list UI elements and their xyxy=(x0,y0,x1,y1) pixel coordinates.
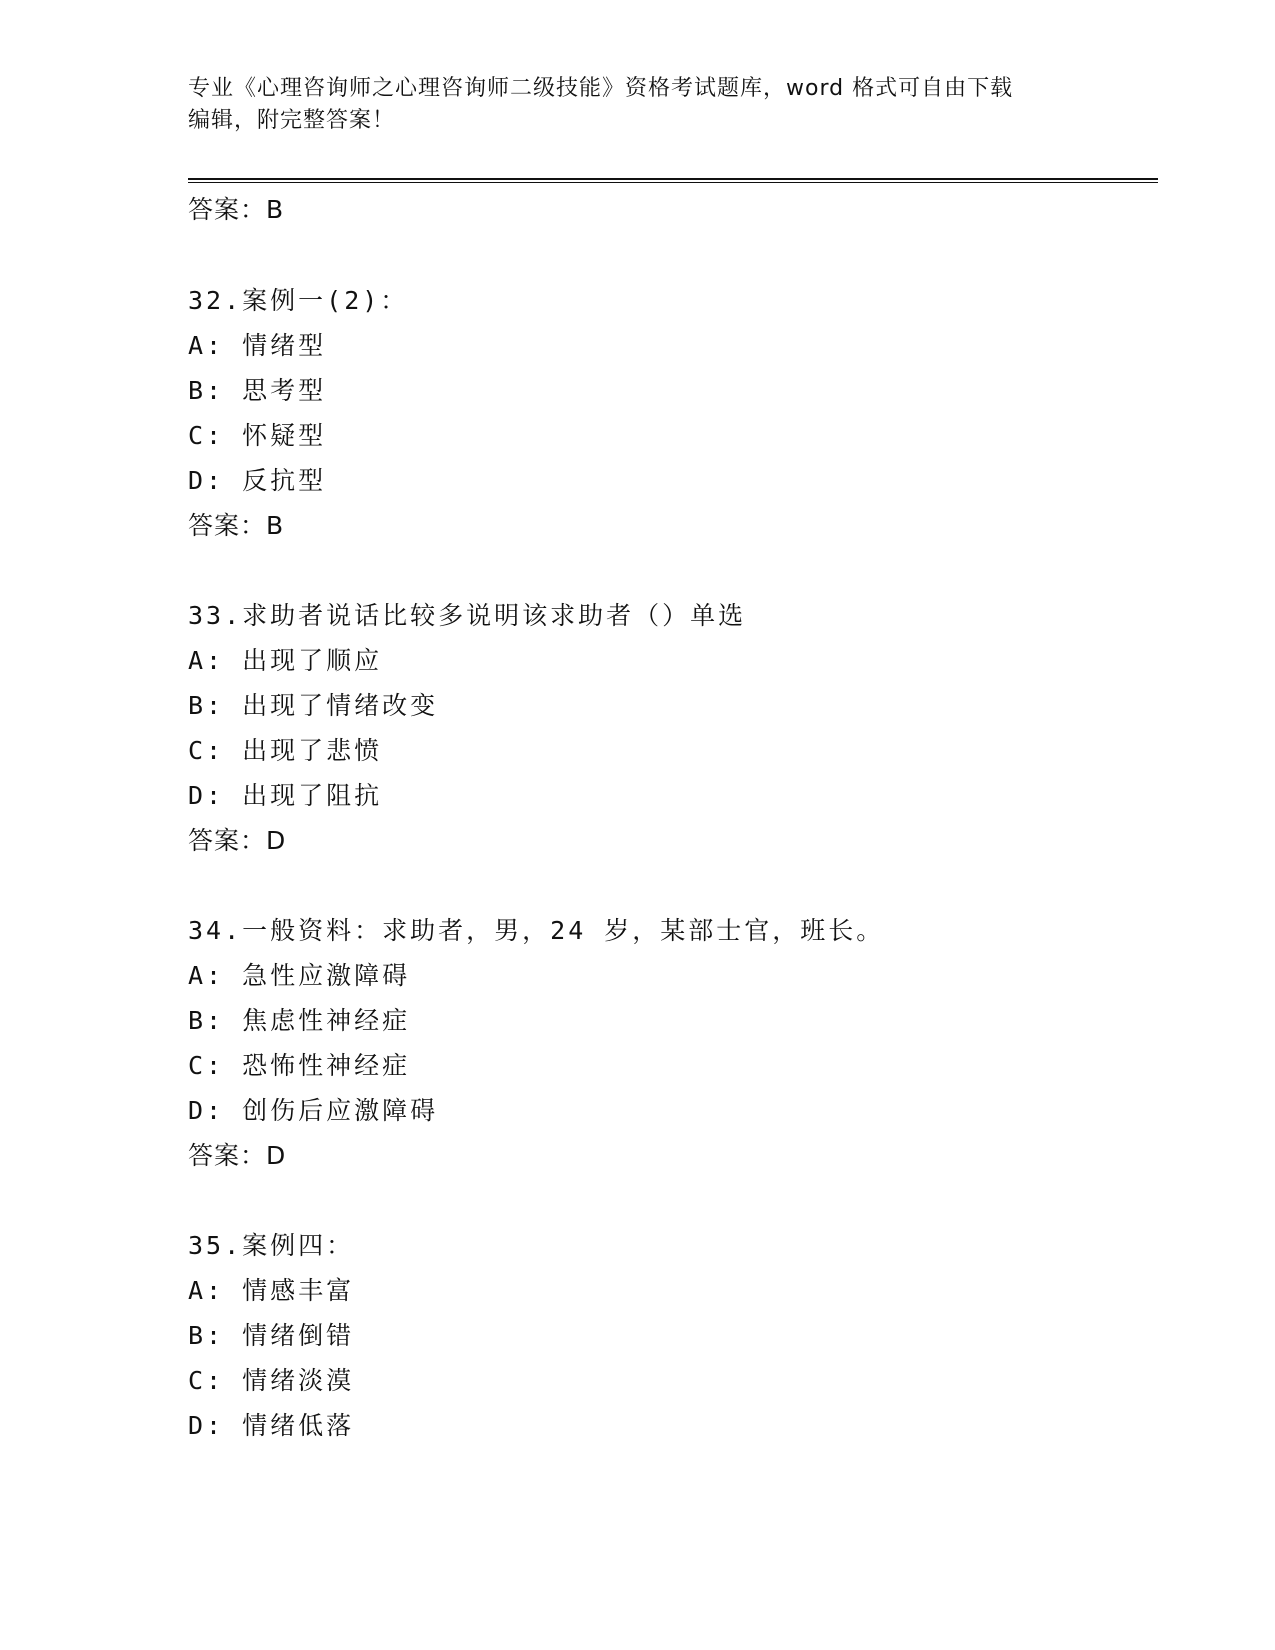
question-title-35: 35.案例四： xyxy=(188,1231,355,1260)
option-d-35: D: 情绪低落 xyxy=(188,1411,355,1440)
option-a-34: A: 急性应激障碍 xyxy=(188,961,411,990)
option-b-32: B: 思考型 xyxy=(188,376,327,405)
header-divider xyxy=(188,178,1158,183)
option-c-34: C: 恐怖性神经症 xyxy=(188,1051,411,1080)
option-d-33: D: 出现了阻抗 xyxy=(188,781,383,810)
header-line-1: 专业《心理咨询师之心理咨询师二级技能》资格考试题库，word 格式可自由下载 xyxy=(188,76,1014,101)
header-line-2: 编辑，附完整答案！ xyxy=(188,108,396,133)
answer-33: 答案：D xyxy=(188,826,287,855)
answer-32: 答案：B xyxy=(188,511,285,540)
option-a-33: A: 出现了顺应 xyxy=(188,646,383,675)
option-d-32: D: 反抗型 xyxy=(188,466,327,495)
option-a-35: A: 情感丰富 xyxy=(188,1276,355,1305)
document-header xyxy=(188,73,1088,137)
question-title-33: 33.求助者说话比较多说明该求助者（）单选 xyxy=(188,601,747,630)
question-title-34: 34.一般资料：求助者，男，24 岁，某部士官，班长。 xyxy=(188,916,885,945)
option-a-32: A: 情绪型 xyxy=(188,331,327,360)
answer-34: 答案：D xyxy=(188,1141,287,1170)
option-b-35: B: 情绪倒错 xyxy=(188,1321,355,1350)
option-c-33: C: 出现了悲愤 xyxy=(188,736,383,765)
question-title-32: 32.案例一(2)： xyxy=(188,286,409,315)
option-b-34: B: 焦虑性神经症 xyxy=(188,1006,411,1035)
option-b-33: B: 出现了情绪改变 xyxy=(188,691,439,720)
answer-previous: 答案：B xyxy=(188,195,285,224)
option-c-32: C: 怀疑型 xyxy=(188,421,327,450)
option-c-35: C: 情绪淡漠 xyxy=(188,1366,355,1395)
option-d-34: D: 创伤后应激障碍 xyxy=(188,1096,439,1125)
